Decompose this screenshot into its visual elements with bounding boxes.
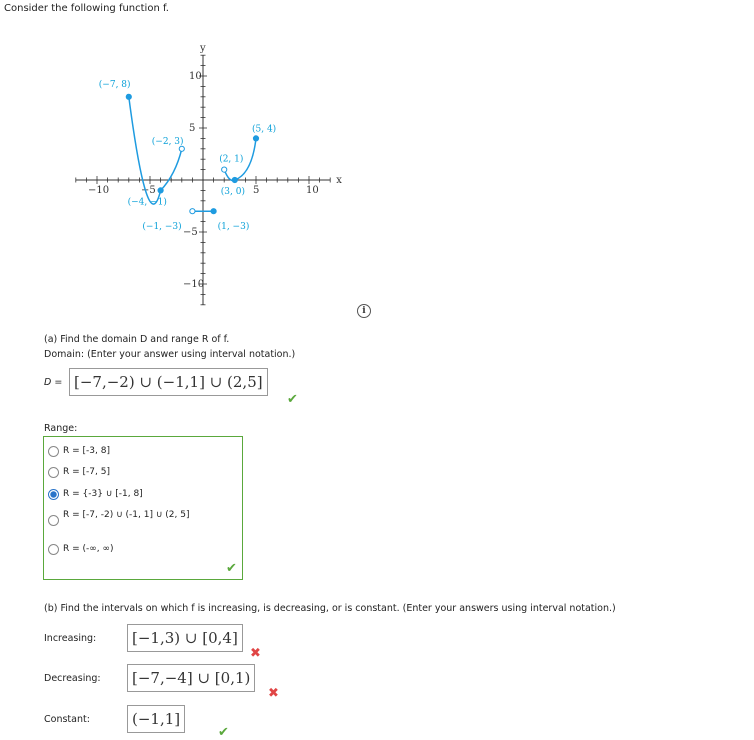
y-tick-label: 5 [189,123,196,134]
point-label: (−1, −3) [142,222,182,233]
range-option-3[interactable] [48,488,233,500]
point-label: (−2, 3) [151,136,184,147]
radio-button[interactable] [48,446,59,457]
domain-prompt: Domain: (Enter your answer using interval notation.) [44,349,296,360]
range-option-1[interactable] [48,445,233,457]
option-label: R = (-∞, ∞) [63,544,114,554]
info-icon[interactable]: i [357,304,371,318]
x-tick-label: −5 [141,185,156,196]
x-tick-label: 5 [253,185,260,196]
x-tick-label: −10 [88,185,110,196]
point-label: (1, −3) [217,222,250,233]
closed-point [253,136,258,141]
domain-input[interactable]: [−7,−2) ∪ (−1,1] ∪ (2,5] [69,368,268,396]
point-label: (−7, 8) [98,79,131,90]
point-label: (−4, −1) [127,197,167,208]
check-icon: ✔ [226,561,237,576]
closed-point [126,94,131,99]
increasing-input[interactable]: [−1,3) ∪ [0,4] [127,624,243,652]
open-point [179,146,184,151]
increasing-label: Increasing: [44,633,97,644]
open-point [222,167,227,172]
closed-point [232,177,237,182]
point-label: (5, 4) [252,124,277,135]
option-label: R = [-3, 8] [63,446,110,456]
range-option-4[interactable] [48,509,228,526]
radio-button[interactable] [48,467,59,478]
closed-point [211,209,216,214]
cross-icon: ✖ [268,686,279,701]
point-label: (3, 0) [220,187,246,197]
check-icon: ✔ [287,392,298,407]
y-tick-label: −10 [183,279,205,290]
open-point [190,209,195,214]
range-options-group [43,436,243,580]
cross-icon: ✖ [250,646,261,661]
y-tick-label: −5 [183,227,198,238]
constant-label: Constant: [44,714,90,725]
x-axis-label: x [336,175,342,186]
range-option-5[interactable] [48,543,233,555]
check-icon: ✔ [218,725,229,740]
x-tick-label: 10 [306,185,319,196]
decreasing-input[interactable]: [−7,−4] ∪ [0,1) [127,664,255,692]
point-label: (2, 1) [219,154,244,165]
constant-input[interactable]: (−1,1] [127,705,185,733]
function-graph [0,0,380,320]
radio-button[interactable] [48,544,59,555]
option-label: R = {-3} ∪ [-1, 8] [63,489,143,499]
y-tick-label: 10 [189,71,202,82]
decreasing-label: Decreasing: [44,673,101,684]
question-intro: Consider the following function f. [4,3,169,14]
option-label: R = [-7, 5] [63,467,110,477]
range-option-2[interactable] [48,466,233,478]
y-axis-label: y [200,43,206,55]
part-a-text: (a) Find the domain D and range R of f. [44,334,230,345]
domain-label: D = [44,377,63,388]
closed-point [158,188,163,193]
option-label: R = [-7, -2) ∪ (-1, 1] ∪ (2, 5] [63,510,190,520]
part-b-text: (b) Find the intervals on which f is increasing, is decreasing, or is constant. (Enter your answers using interval notation.) [44,603,616,614]
radio-button[interactable] [48,515,59,526]
range-heading: Range: [44,423,78,434]
radio-button-selected[interactable] [48,489,59,500]
